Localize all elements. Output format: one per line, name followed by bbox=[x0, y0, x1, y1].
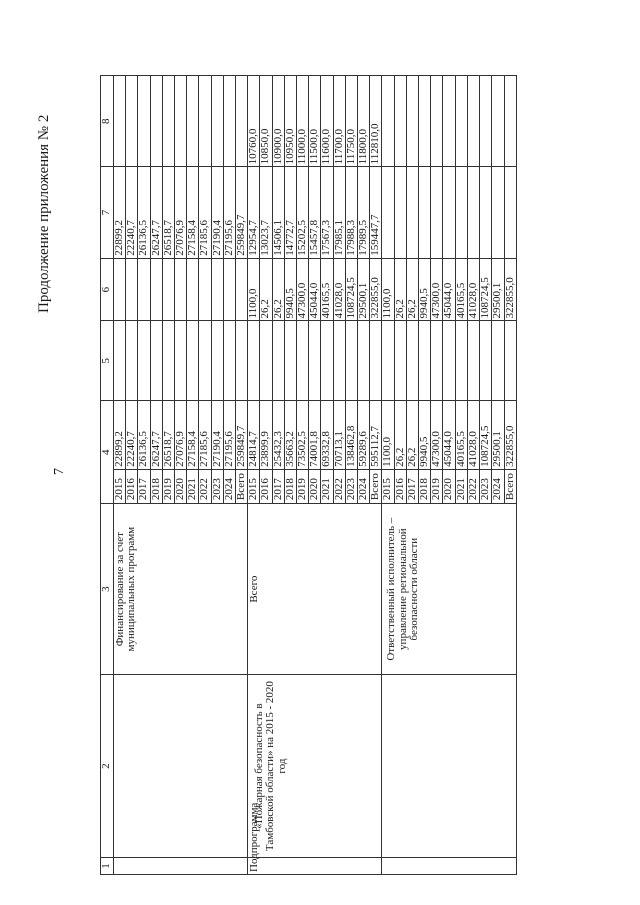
value-cell-col7: 15202,5 bbox=[297, 167, 309, 258]
row-label-col3: Финансирование за счет муниципальных программ bbox=[114, 504, 248, 675]
value-cell-col7: 17985,1 bbox=[333, 167, 345, 258]
value-cell-col4: 26518,7 bbox=[162, 401, 174, 469]
value-cell-col6: 29500,1 bbox=[492, 258, 504, 321]
value-cell-col6 bbox=[150, 258, 162, 321]
value-cell-col7 bbox=[455, 167, 467, 258]
value-cell-col8 bbox=[126, 76, 138, 167]
value-cell-col7: 259849,7 bbox=[236, 167, 248, 258]
value-cell-col6: 108724,5 bbox=[345, 258, 357, 321]
value-cell-col8 bbox=[187, 76, 199, 167]
year-cell: 2021 bbox=[321, 469, 333, 503]
row-label-col2: «Пожарная безопасность в Тамбовской области» на 2015 - 2020 год bbox=[248, 675, 382, 858]
year-cell: 2018 bbox=[284, 469, 296, 503]
value-cell-col5 bbox=[248, 321, 260, 401]
value-cell-col5 bbox=[260, 321, 272, 401]
value-cell-col5 bbox=[162, 321, 174, 401]
value-cell-col6: 41028,0 bbox=[333, 258, 345, 321]
value-cell-col4: 70713,1 bbox=[333, 401, 345, 469]
value-cell-col6 bbox=[114, 258, 126, 321]
value-cell-col6: 322855,0 bbox=[370, 258, 382, 321]
value-cell-col7: 15457,8 bbox=[309, 167, 321, 258]
value-cell-col6: 26,2 bbox=[260, 258, 272, 321]
value-cell-col5 bbox=[443, 321, 455, 401]
value-cell-col4: 29500,1 bbox=[492, 401, 504, 469]
value-cell-col7 bbox=[480, 167, 492, 258]
value-cell-col7: 22240,7 bbox=[126, 167, 138, 258]
value-cell-col5 bbox=[297, 321, 309, 401]
year-cell: 2016 bbox=[394, 469, 406, 503]
value-cell-col4: 322855,0 bbox=[504, 401, 516, 469]
year-cell: 2020 bbox=[443, 469, 455, 503]
value-cell-col4: 24814,7 bbox=[248, 401, 260, 469]
value-cell-col6 bbox=[199, 258, 211, 321]
value-cell-col4: 23899,9 bbox=[260, 401, 272, 469]
year-cell: 2024 bbox=[358, 469, 370, 503]
value-cell-col6: 26,2 bbox=[394, 258, 406, 321]
value-cell-col8: 10950,0 bbox=[284, 76, 296, 167]
value-cell-col6: 322855,0 bbox=[504, 258, 516, 321]
value-cell-col6: 1100,0 bbox=[382, 258, 394, 321]
value-cell-col6: 108724,5 bbox=[480, 258, 492, 321]
value-cell-col8 bbox=[138, 76, 150, 167]
year-cell: 2017 bbox=[406, 469, 418, 503]
year-cell: 2015 bbox=[382, 469, 394, 503]
value-cell-col4: 41028,0 bbox=[467, 401, 479, 469]
value-cell-col4: 25432,3 bbox=[272, 401, 284, 469]
value-cell-col5 bbox=[199, 321, 211, 401]
header-col-8: 8 bbox=[101, 76, 114, 167]
row-label-col1 bbox=[382, 857, 516, 874]
value-cell-col6: 40165,5 bbox=[321, 258, 333, 321]
value-cell-col4: 26,2 bbox=[406, 401, 418, 469]
value-cell-col8 bbox=[504, 76, 516, 167]
value-cell-col6: 41028,0 bbox=[467, 258, 479, 321]
value-cell-col7: 27185,6 bbox=[199, 167, 211, 258]
header-row bbox=[101, 76, 114, 875]
value-cell-col5 bbox=[126, 321, 138, 401]
value-cell-col7 bbox=[394, 167, 406, 258]
value-cell-col7: 27195,6 bbox=[223, 167, 235, 258]
value-cell-col4: 73502,5 bbox=[297, 401, 309, 469]
value-cell-col4: 26,2 bbox=[394, 401, 406, 469]
value-cell-col8: 11700,0 bbox=[333, 76, 345, 167]
table-row bbox=[382, 76, 394, 875]
value-cell-col8 bbox=[406, 76, 418, 167]
value-cell-col4: 595112,7 bbox=[370, 401, 382, 469]
value-cell-col7: 26518,7 bbox=[162, 167, 174, 258]
value-cell-col6: 26,2 bbox=[406, 258, 418, 321]
value-cell-col7: 22899,2 bbox=[114, 167, 126, 258]
value-cell-col7: 17988,3 bbox=[345, 167, 357, 258]
value-cell-col4: 74001,8 bbox=[309, 401, 321, 469]
year-cell: 2023 bbox=[345, 469, 357, 503]
value-cell-col5 bbox=[455, 321, 467, 401]
year-cell: 2017 bbox=[138, 469, 150, 503]
value-cell-col5 bbox=[175, 321, 187, 401]
value-cell-col5 bbox=[492, 321, 504, 401]
value-cell-col6: 47300,0 bbox=[431, 258, 443, 321]
value-cell-col6: 1100,0 bbox=[248, 258, 260, 321]
value-cell-col5 bbox=[211, 321, 223, 401]
year-cell: 2022 bbox=[199, 469, 211, 503]
value-cell-col6 bbox=[175, 258, 187, 321]
value-cell-col6 bbox=[236, 258, 248, 321]
value-cell-col7: 13023,7 bbox=[260, 167, 272, 258]
value-cell-col6 bbox=[187, 258, 199, 321]
value-cell-col7: 14506,1 bbox=[272, 167, 284, 258]
value-cell-col6: 26,2 bbox=[272, 258, 284, 321]
value-cell-col8 bbox=[236, 76, 248, 167]
value-cell-col4: 1100,0 bbox=[382, 401, 394, 469]
value-cell-col6 bbox=[211, 258, 223, 321]
value-cell-col5 bbox=[480, 321, 492, 401]
year-cell: 2021 bbox=[455, 469, 467, 503]
value-cell-col5 bbox=[394, 321, 406, 401]
year-cell: 2022 bbox=[467, 469, 479, 503]
value-cell-col5 bbox=[236, 321, 248, 401]
value-cell-col4: 27190,4 bbox=[211, 401, 223, 469]
value-cell-col5 bbox=[333, 321, 345, 401]
value-cell-col5 bbox=[309, 321, 321, 401]
value-cell-col7: 14772,7 bbox=[284, 167, 296, 258]
value-cell-col4: 59289,6 bbox=[358, 401, 370, 469]
value-cell-col6: 29500,1 bbox=[358, 258, 370, 321]
value-cell-col4: 138462,8 bbox=[345, 401, 357, 469]
year-cell: 2018 bbox=[419, 469, 431, 503]
table-row bbox=[248, 76, 260, 875]
value-cell-col8: 11750,0 bbox=[345, 76, 357, 167]
value-cell-col6: 9940,5 bbox=[284, 258, 296, 321]
value-cell-col5 bbox=[431, 321, 443, 401]
year-cell: 2018 bbox=[150, 469, 162, 503]
value-cell-col7 bbox=[419, 167, 431, 258]
value-cell-col7: 12954,7 bbox=[248, 167, 260, 258]
year-cell: 2016 bbox=[126, 469, 138, 503]
header-col-3: 3 bbox=[101, 504, 114, 675]
value-cell-col4: 27185,6 bbox=[199, 401, 211, 469]
value-cell-col7: 26247,7 bbox=[150, 167, 162, 258]
row-label-col3: Всего bbox=[248, 504, 382, 675]
value-cell-col6: 47300,0 bbox=[297, 258, 309, 321]
value-cell-col5 bbox=[504, 321, 516, 401]
value-cell-col5 bbox=[406, 321, 418, 401]
value-cell-col4: 40165,5 bbox=[455, 401, 467, 469]
value-cell-col4: 45044,0 bbox=[443, 401, 455, 469]
year-cell: 2019 bbox=[431, 469, 443, 503]
value-cell-col7 bbox=[504, 167, 516, 258]
value-cell-col8 bbox=[175, 76, 187, 167]
value-cell-col5 bbox=[114, 321, 126, 401]
value-cell-col7: 159447,7 bbox=[370, 167, 382, 258]
value-cell-col8 bbox=[467, 76, 479, 167]
value-cell-col7: 27158,4 bbox=[187, 167, 199, 258]
value-cell-col8 bbox=[382, 76, 394, 167]
year-cell: 2016 bbox=[260, 469, 272, 503]
value-cell-col4: 27158,4 bbox=[187, 401, 199, 469]
value-cell-col8 bbox=[114, 76, 126, 167]
value-cell-col8 bbox=[394, 76, 406, 167]
value-cell-col8 bbox=[419, 76, 431, 167]
year-cell: 2019 bbox=[162, 469, 174, 503]
value-cell-col7 bbox=[406, 167, 418, 258]
financing-table bbox=[100, 75, 517, 875]
value-cell-col8 bbox=[211, 76, 223, 167]
year-cell: 2024 bbox=[492, 469, 504, 503]
value-cell-col8 bbox=[150, 76, 162, 167]
year-cell: 2019 bbox=[297, 469, 309, 503]
header-col-5: 5 bbox=[101, 321, 114, 401]
header-col-7: 7 bbox=[101, 167, 114, 258]
value-cell-col4: 26136,5 bbox=[138, 401, 150, 469]
value-cell-col5 bbox=[223, 321, 235, 401]
value-cell-col8 bbox=[199, 76, 211, 167]
value-cell-col5 bbox=[321, 321, 333, 401]
header-col-1: 1 bbox=[101, 857, 114, 874]
value-cell-col5 bbox=[370, 321, 382, 401]
value-cell-col8: 11500,0 bbox=[309, 76, 321, 167]
value-cell-col8 bbox=[492, 76, 504, 167]
row-label-col3: Ответственный исполнитель – управление региональной безопасности области bbox=[382, 504, 516, 675]
year-cell: 2023 bbox=[480, 469, 492, 503]
year-cell: 2021 bbox=[187, 469, 199, 503]
value-cell-col8 bbox=[162, 76, 174, 167]
value-cell-col7: 17989,5 bbox=[358, 167, 370, 258]
value-cell-col5 bbox=[345, 321, 357, 401]
value-cell-col8: 11600,0 bbox=[321, 76, 333, 167]
value-cell-col7: 17567,3 bbox=[321, 167, 333, 258]
row-label-col1: Подпрограмма bbox=[248, 857, 382, 874]
value-cell-col7 bbox=[431, 167, 443, 258]
value-cell-col4: 27195,6 bbox=[223, 401, 235, 469]
value-cell-col7: 27190,4 bbox=[211, 167, 223, 258]
header-col-2: 2 bbox=[101, 675, 114, 858]
value-cell-col5 bbox=[467, 321, 479, 401]
value-cell-col7 bbox=[443, 167, 455, 258]
value-cell-col8 bbox=[455, 76, 467, 167]
value-cell-col5 bbox=[187, 321, 199, 401]
year-cell: 2017 bbox=[272, 469, 284, 503]
value-cell-col6 bbox=[162, 258, 174, 321]
value-cell-col6 bbox=[223, 258, 235, 321]
year-cell: 2020 bbox=[309, 469, 321, 503]
value-cell-col4: 27076,9 bbox=[175, 401, 187, 469]
value-cell-col5 bbox=[138, 321, 150, 401]
value-cell-col4: 26247,7 bbox=[150, 401, 162, 469]
row-label-col2 bbox=[114, 675, 248, 858]
value-cell-col8: 11800,0 bbox=[358, 76, 370, 167]
value-cell-col8: 10850,0 bbox=[260, 76, 272, 167]
year-cell: 2023 bbox=[211, 469, 223, 503]
value-cell-col5 bbox=[419, 321, 431, 401]
year-cell: 2020 bbox=[175, 469, 187, 503]
value-cell-col4: 9940,5 bbox=[419, 401, 431, 469]
year-cell: Всего bbox=[370, 469, 382, 503]
value-cell-col4: 259849,7 bbox=[236, 401, 248, 469]
value-cell-col4: 35663,2 bbox=[284, 401, 296, 469]
value-cell-col6: 9940,5 bbox=[419, 258, 431, 321]
value-cell-col8: 10760,0 bbox=[248, 76, 260, 167]
value-cell-col4: 108724,5 bbox=[480, 401, 492, 469]
value-cell-col5 bbox=[272, 321, 284, 401]
value-cell-col7 bbox=[492, 167, 504, 258]
value-cell-col4: 22240,7 bbox=[126, 401, 138, 469]
value-cell-col4: 47300,0 bbox=[431, 401, 443, 469]
value-cell-col5 bbox=[150, 321, 162, 401]
value-cell-col8: 11000,0 bbox=[297, 76, 309, 167]
value-cell-col8 bbox=[431, 76, 443, 167]
row-label-col2 bbox=[382, 675, 516, 858]
value-cell-col6: 45044,0 bbox=[443, 258, 455, 321]
value-cell-col7 bbox=[382, 167, 394, 258]
value-cell-col5 bbox=[382, 321, 394, 401]
value-cell-col8 bbox=[443, 76, 455, 167]
header-col-4: 4 bbox=[101, 401, 114, 504]
year-cell: Всего bbox=[504, 469, 516, 503]
value-cell-col8: 10900,0 bbox=[272, 76, 284, 167]
value-cell-col5 bbox=[358, 321, 370, 401]
year-cell: 2015 bbox=[114, 469, 126, 503]
year-cell: 2022 bbox=[333, 469, 345, 503]
value-cell-col8: 112810,0 bbox=[370, 76, 382, 167]
row-label-col1 bbox=[114, 857, 248, 874]
value-cell-col4: 22899,2 bbox=[114, 401, 126, 469]
value-cell-col6 bbox=[138, 258, 150, 321]
year-cell: Всего bbox=[236, 469, 248, 503]
value-cell-col6: 40165,5 bbox=[455, 258, 467, 321]
page-number: 7 bbox=[52, 468, 67, 475]
appendix-title: Продолжение приложения № 2 bbox=[36, 114, 52, 313]
value-cell-col4: 69332,8 bbox=[321, 401, 333, 469]
table-row bbox=[114, 76, 126, 875]
value-cell-col6: 45044,0 bbox=[309, 258, 321, 321]
value-cell-col6 bbox=[126, 258, 138, 321]
value-cell-col5 bbox=[284, 321, 296, 401]
value-cell-col7: 27076,9 bbox=[175, 167, 187, 258]
header-col-6: 6 bbox=[101, 258, 114, 321]
value-cell-col8 bbox=[223, 76, 235, 167]
value-cell-col8 bbox=[480, 76, 492, 167]
value-cell-col7 bbox=[467, 167, 479, 258]
year-cell: 2015 bbox=[248, 469, 260, 503]
year-cell: 2024 bbox=[223, 469, 235, 503]
value-cell-col7: 26136,5 bbox=[138, 167, 150, 258]
